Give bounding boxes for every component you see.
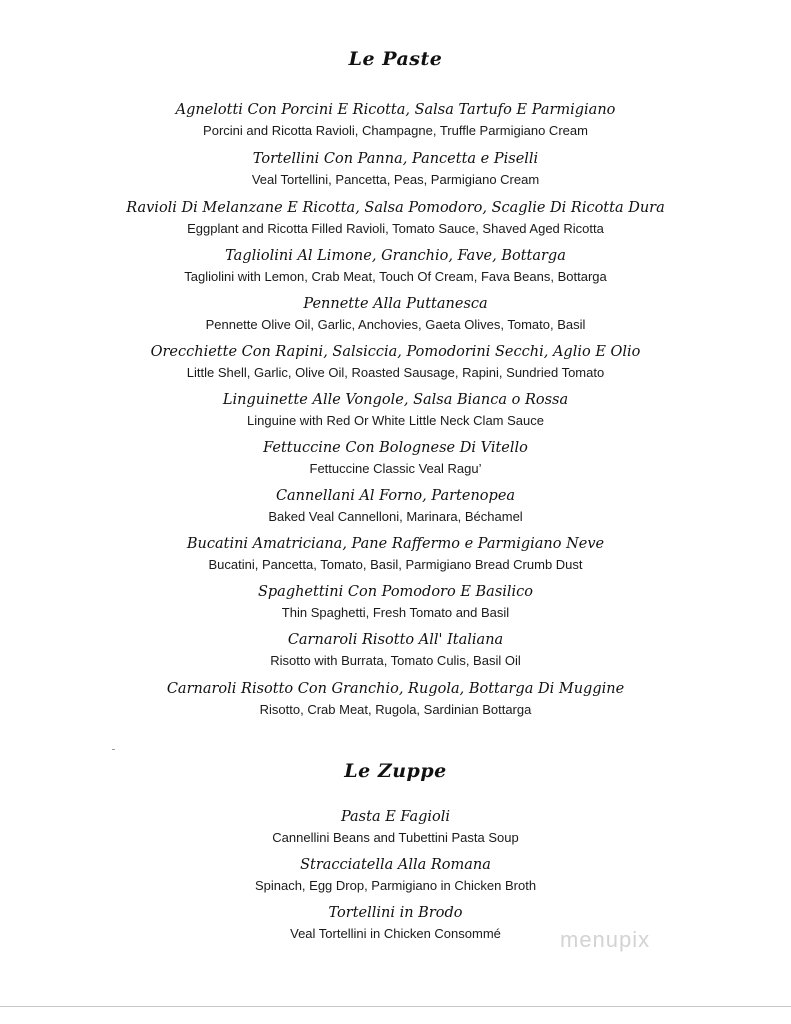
- dish-description: Fettuccine Classic Veal Ragu’: [309, 461, 482, 476]
- menu-item: [0, 856, 791, 895]
- menu-item: [0, 487, 791, 526]
- menupix-watermark: menupix: [560, 927, 651, 952]
- dish-description: Bucatini, Pancetta, Tomato, Basil, Parmigiano Bread Crumb Dust: [208, 557, 583, 572]
- dish-name: Linguinette Alle Vongole, Salsa Bianca o Rossa: [222, 392, 569, 408]
- menu-item: [0, 808, 791, 847]
- dish-name: Tortellini Con Panna, Pancetta e Piselli: [252, 151, 539, 167]
- menu-item: [0, 101, 791, 140]
- menu-item: [0, 199, 791, 238]
- dish-description: Porcini and Ricotta Ravioli, Champagne, Truffle Parmigiano Cream: [203, 123, 588, 138]
- dish-description: Spinach, Egg Drop, Parmigiano in Chicken Broth: [254, 878, 537, 893]
- dish-name: Stracciatella Alla Romana: [300, 857, 491, 873]
- dish-description: Linguine with Red Or White Little Neck Clam Sauce: [247, 413, 544, 428]
- dish-description: Risotto, Crab Meat, Rugola, Sardinian Bottarga: [259, 702, 532, 717]
- dish-description: Tagliolini with Lemon, Crab Meat, Touch Of Cream, Fava Beans, Bottarga: [184, 269, 607, 284]
- dish-name: Pasta E Fagioli: [340, 809, 451, 825]
- section-title-le-zuppe: Le Zuppe: [344, 760, 447, 782]
- scan-edge-line: [0, 1006, 791, 1007]
- dish-name: Carnaroli Risotto All' Italiana: [287, 632, 504, 648]
- menu-item: [0, 535, 791, 574]
- dish-name: Orecchiette Con Rapini, Salsiccia, Pomodorini Secchi, Aglio E Olio: [150, 344, 641, 360]
- dish-description: Baked Veal Cannelloni, Marinara, Béchamel: [268, 509, 523, 524]
- dish-name: Cannellani Al Forno, Partenopea: [275, 488, 516, 504]
- menu-item: [0, 150, 791, 189]
- dish-name: Fettuccine Con Bolognese Di Vitello: [263, 440, 528, 456]
- menu-item: [0, 631, 791, 670]
- dish-name: Bucatini Amatriciana, Pane Raffermo e Parmigiano Neve: [186, 536, 605, 552]
- dish-description: Veal Tortellini in Chicken Consommé: [290, 926, 501, 941]
- menu-item: [0, 680, 791, 719]
- menu-item: [0, 583, 791, 622]
- dish-description: Cannellini Beans and Tubettini Pasta Soup: [272, 830, 519, 845]
- dish-description: Thin Spaghetti, Fresh Tomato and Basil: [281, 605, 510, 620]
- scan-speck: [112, 749, 115, 750]
- menu-item: [0, 343, 791, 382]
- menu-item: [0, 247, 791, 286]
- dish-name: Carnaroli Risotto Con Granchio, Rugola, Bottarga Di Muggine: [166, 681, 625, 697]
- dish-description: Little Shell, Garlic, Olive Oil, Roasted Sausage, Rapini, Sundried Tomato: [186, 365, 605, 380]
- dish-description: Veal Tortellini, Pancetta, Peas, Parmigiano Cream: [251, 172, 540, 187]
- dish-name: Pennette Alla Puttanesca: [303, 296, 488, 312]
- menu-item: [0, 904, 791, 943]
- dish-description: Risotto with Burrata, Tomato Culis, Basil Oil: [270, 653, 521, 668]
- dish-name: Tortellini in Brodo: [328, 905, 463, 921]
- dish-description: Eggplant and Ricotta Filled Ravioli, Tomato Sauce, Shaved Aged Ricotta: [187, 221, 604, 236]
- dish-name: Ravioli Di Melanzane E Ricotta, Salsa Pomodoro, Scaglie Di Ricotta Dura: [126, 200, 665, 216]
- menu-item: [0, 295, 791, 334]
- dish-description: Pennette Olive Oil, Garlic, Anchovies, Gaeta Olives, Tomato, Basil: [205, 317, 586, 332]
- section-title-le-paste: Le Paste: [348, 48, 443, 70]
- dish-name: Spaghettini Con Pomodoro E Basilico: [257, 584, 534, 600]
- menu-item: [0, 391, 791, 430]
- menu-item: [0, 439, 791, 478]
- dish-name: Agnelotti Con Porcini E Ricotta, Salsa Tartufo E Parmigiano: [175, 102, 616, 118]
- dish-name: Tagliolini Al Limone, Granchio, Fave, Bottarga: [225, 248, 566, 264]
